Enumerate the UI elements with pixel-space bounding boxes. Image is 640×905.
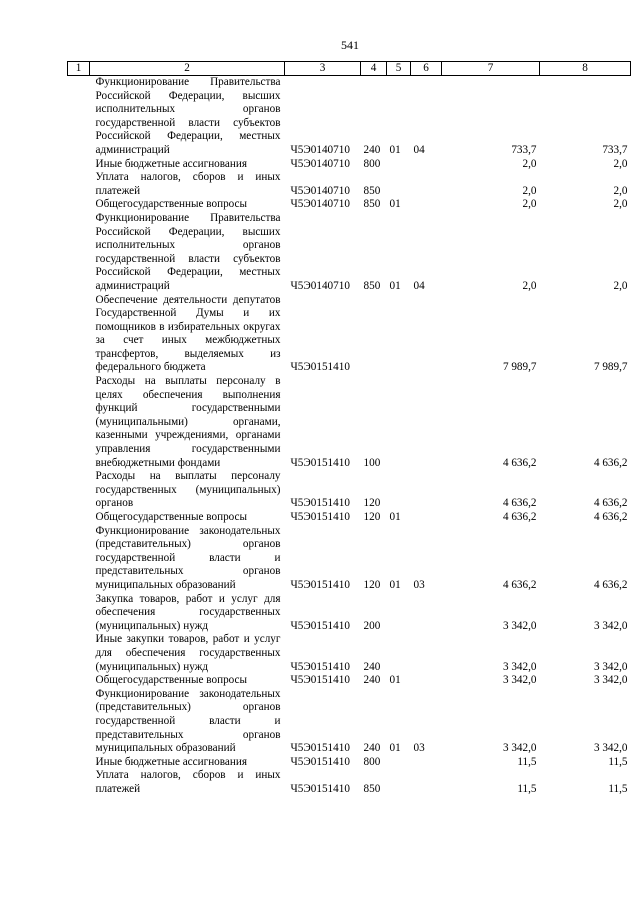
row-expense-type bbox=[361, 294, 387, 376]
row-amount-col8: 733,7 bbox=[602, 143, 628, 156]
table-row bbox=[68, 525, 631, 593]
row-number-cell bbox=[68, 756, 90, 770]
row-description: Иные бюджетные ассигнования bbox=[95, 157, 247, 170]
row-expense-type: 240 bbox=[363, 660, 381, 673]
table-row bbox=[68, 633, 631, 674]
table-row bbox=[68, 593, 631, 634]
row-number-cell bbox=[68, 511, 90, 525]
row-description: Закупка товаров, работ и услуг для обеспечения государственных (муниципальных) нужд bbox=[95, 592, 281, 632]
row-section: 01 bbox=[389, 279, 401, 292]
row-amount-col8: 3 342,0 bbox=[593, 619, 628, 632]
table-row bbox=[68, 756, 631, 770]
row-amount-col7: 7 989,7 bbox=[502, 361, 537, 374]
row-amount-col8: 3 342,0 bbox=[593, 742, 628, 755]
table-row bbox=[68, 470, 631, 511]
table-header-row bbox=[68, 62, 631, 76]
row-amount-col7: 2,0 bbox=[522, 279, 537, 292]
row-number-cell bbox=[68, 674, 90, 688]
row-subsection bbox=[411, 198, 442, 212]
row-amount-col7: 2,0 bbox=[522, 198, 537, 211]
row-description: Расходы на выплаты персоналу в целях обеспечения выполнения функций государственными (муниципальными) органами, казенными учреждениями, органами управления государственными внебюджетными фондами bbox=[95, 375, 281, 469]
row-description: Общегосударственные вопросы bbox=[95, 511, 248, 523]
row-description: Общегосударственные вопросы bbox=[95, 674, 248, 687]
header-col-3: 3 bbox=[285, 62, 361, 76]
row-number-cell bbox=[68, 198, 90, 212]
row-amount-col8: 2,0 bbox=[613, 184, 628, 197]
row-description: Расходы на выплаты персоналу государственных (муниципальных) органов bbox=[95, 470, 281, 510]
row-number-cell bbox=[68, 294, 90, 376]
row-number-cell bbox=[68, 171, 90, 198]
row-description: Уплата налогов, сборов и иных платежей bbox=[95, 769, 281, 795]
table-row bbox=[68, 212, 631, 294]
row-description: Функционирование законодательных (представительных) органов государственной власти и представительных органов муниципальных образований bbox=[95, 687, 281, 755]
row-subsection bbox=[411, 593, 442, 634]
row-section bbox=[387, 756, 411, 770]
row-number-cell bbox=[68, 212, 90, 294]
header-col-2: 2 bbox=[90, 62, 285, 76]
row-expense-type: 800 bbox=[363, 755, 381, 768]
row-subsection: 03 bbox=[413, 742, 425, 755]
row-description: Функционирование Правительства Российской Федерации, высших исполнительных органов государственной власти субъектов Российской Федерации, местных администраций bbox=[95, 211, 281, 292]
table-row bbox=[68, 76, 631, 158]
page-number: 541 bbox=[341, 38, 359, 52]
row-section: 01 bbox=[389, 742, 401, 755]
row-amount-col8: 11,5 bbox=[608, 782, 628, 795]
header-col-8: 8 bbox=[540, 62, 631, 76]
row-amount-col8: 3 342,0 bbox=[593, 660, 628, 673]
row-section bbox=[387, 294, 411, 376]
row-expense-type: 240 bbox=[363, 742, 381, 755]
row-description: Иные закупки товаров, работ и услуг для обеспечения государственных (муниципальных) нужд bbox=[95, 633, 281, 673]
row-expense-type: 240 bbox=[363, 674, 381, 687]
header-col-5: 5 bbox=[387, 62, 411, 76]
row-section: 01 bbox=[389, 578, 401, 591]
row-amount-col7: 4 636,2 bbox=[502, 456, 537, 469]
row-description: Обеспечение деятельности депутатов Государственной Думы и их помощников в избирательных округах за счет иных межбюджетных трансфертов, выделяемых из федерального бюджета bbox=[95, 293, 281, 374]
row-expense-type: 200 bbox=[363, 619, 381, 632]
row-description: Общегосударственные вопросы bbox=[95, 198, 248, 211]
table-row bbox=[68, 375, 631, 470]
row-target-code: Ч5Э0151410 bbox=[290, 660, 350, 673]
row-target-code: Ч5Э0151410 bbox=[290, 619, 350, 632]
row-subsection bbox=[411, 633, 442, 674]
row-number-cell bbox=[68, 769, 90, 796]
row-subsection: 04 bbox=[413, 279, 425, 292]
row-subsection bbox=[411, 470, 442, 511]
row-amount-col7: 733,7 bbox=[511, 143, 537, 156]
row-target-code: Ч5Э0151410 bbox=[290, 674, 350, 687]
table-row bbox=[68, 688, 631, 756]
row-target-code: Ч5Э0151410 bbox=[290, 782, 350, 795]
table-row bbox=[68, 158, 631, 172]
row-subsection: 04 bbox=[413, 143, 425, 156]
row-target-code: Ч5Э0140710 bbox=[290, 279, 350, 292]
row-target-code: Ч5Э0151410 bbox=[290, 755, 350, 768]
row-amount-col7: 11,5 bbox=[517, 755, 537, 768]
table-body bbox=[68, 76, 631, 797]
table-row bbox=[68, 294, 631, 376]
row-amount-col7: 11,5 bbox=[517, 782, 537, 795]
row-amount-col7: 4 636,2 bbox=[502, 497, 537, 510]
row-amount-col8: 3 342,0 bbox=[593, 674, 628, 687]
row-number-cell bbox=[68, 633, 90, 674]
row-target-code: Ч5Э0151410 bbox=[290, 578, 350, 591]
row-target-code: Ч5Э0140710 bbox=[290, 198, 350, 211]
row-subsection bbox=[411, 375, 442, 470]
row-amount-col7: 3 342,0 bbox=[502, 674, 537, 687]
row-expense-type: 120 bbox=[363, 511, 381, 523]
row-number-cell bbox=[68, 76, 90, 158]
row-section bbox=[387, 375, 411, 470]
header-col-4: 4 bbox=[361, 62, 387, 76]
row-description: Функционирование законодательных (представительных) органов государственной власти и представительных органов муниципальных образований bbox=[95, 524, 281, 591]
row-description: Уплата налогов, сборов и иных платежей bbox=[95, 171, 281, 197]
row-amount-col8: 2,0 bbox=[613, 279, 628, 292]
row-amount-col7: 2,0 bbox=[522, 157, 537, 170]
row-amount-col7: 3 342,0 bbox=[502, 619, 537, 632]
row-section bbox=[387, 593, 411, 634]
row-description: Функционирование Правительства Российской Федерации, высших исполнительных органов государственной власти субъектов Российской Федерации, местных администраций bbox=[95, 76, 281, 156]
table-row bbox=[68, 511, 631, 525]
row-subsection bbox=[411, 171, 442, 198]
table-row bbox=[68, 198, 631, 212]
row-expense-type: 850 bbox=[363, 782, 381, 795]
row-subsection bbox=[411, 294, 442, 376]
row-amount-col7: 3 342,0 bbox=[502, 742, 537, 755]
row-number-cell bbox=[68, 158, 90, 172]
header-col-1: 1 bbox=[68, 62, 90, 76]
row-section bbox=[387, 769, 411, 796]
row-number-cell bbox=[68, 593, 90, 634]
row-amount-col8: 11,5 bbox=[608, 755, 628, 768]
row-section bbox=[387, 633, 411, 674]
row-subsection bbox=[411, 511, 442, 525]
row-subsection bbox=[411, 158, 442, 172]
row-amount-col8: 4 636,2 bbox=[593, 578, 628, 591]
row-target-code: Ч5Э0151410 bbox=[290, 742, 350, 755]
row-expense-type: 850 bbox=[363, 184, 381, 197]
row-amount-col7: 4 636,2 bbox=[502, 578, 537, 591]
row-amount-col8: 2,0 bbox=[613, 157, 628, 170]
row-expense-type: 850 bbox=[363, 198, 381, 211]
row-amount-col8: 4 636,2 bbox=[593, 511, 628, 523]
row-section: 01 bbox=[389, 511, 401, 523]
row-target-code: Ч5Э0140710 bbox=[290, 157, 350, 170]
row-number-cell bbox=[68, 375, 90, 470]
row-number-cell bbox=[68, 470, 90, 511]
header-col-7: 7 bbox=[442, 62, 540, 76]
row-expense-type: 850 bbox=[363, 279, 381, 292]
row-subsection: 03 bbox=[413, 578, 425, 591]
row-section: 01 bbox=[389, 674, 401, 687]
row-target-code: Ч5Э0151410 bbox=[290, 456, 350, 469]
row-number-cell bbox=[68, 688, 90, 756]
row-target-code: Ч5Э0151410 bbox=[290, 511, 350, 523]
row-section bbox=[387, 470, 411, 511]
row-amount-col8: 4 636,2 bbox=[593, 456, 628, 469]
row-description: Иные бюджетные ассигнования bbox=[95, 755, 247, 768]
budget-table bbox=[67, 61, 631, 796]
row-target-code: Ч5Э0151410 bbox=[290, 361, 350, 374]
header-col-6: 6 bbox=[411, 62, 442, 76]
row-amount-col8: 2,0 bbox=[613, 198, 628, 211]
row-target-code: Ч5Э0140710 bbox=[290, 143, 350, 156]
row-expense-type: 800 bbox=[363, 157, 381, 170]
table-row bbox=[68, 171, 631, 198]
row-expense-type: 120 bbox=[363, 578, 381, 591]
row-amount-col7: 2,0 bbox=[522, 184, 537, 197]
row-expense-type: 120 bbox=[363, 497, 381, 510]
row-section: 01 bbox=[389, 198, 401, 211]
row-subsection bbox=[411, 769, 442, 796]
row-section bbox=[387, 158, 411, 172]
row-number-cell bbox=[68, 525, 90, 593]
row-section: 01 bbox=[389, 143, 401, 156]
row-expense-type: 100 bbox=[363, 456, 381, 469]
row-amount-col7: 4 636,2 bbox=[502, 511, 537, 523]
row-amount-col8: 4 636,2 bbox=[593, 497, 628, 510]
row-section bbox=[387, 171, 411, 198]
row-target-code: Ч5Э0140710 bbox=[290, 184, 350, 197]
row-amount-col7: 3 342,0 bbox=[502, 660, 537, 673]
table-row bbox=[68, 769, 631, 796]
row-subsection bbox=[411, 756, 442, 770]
row-amount-col8: 7 989,7 bbox=[593, 361, 628, 374]
row-target-code: Ч5Э0151410 bbox=[290, 497, 350, 510]
row-subsection bbox=[411, 674, 442, 688]
table-row bbox=[68, 674, 631, 688]
row-expense-type: 240 bbox=[363, 143, 381, 156]
